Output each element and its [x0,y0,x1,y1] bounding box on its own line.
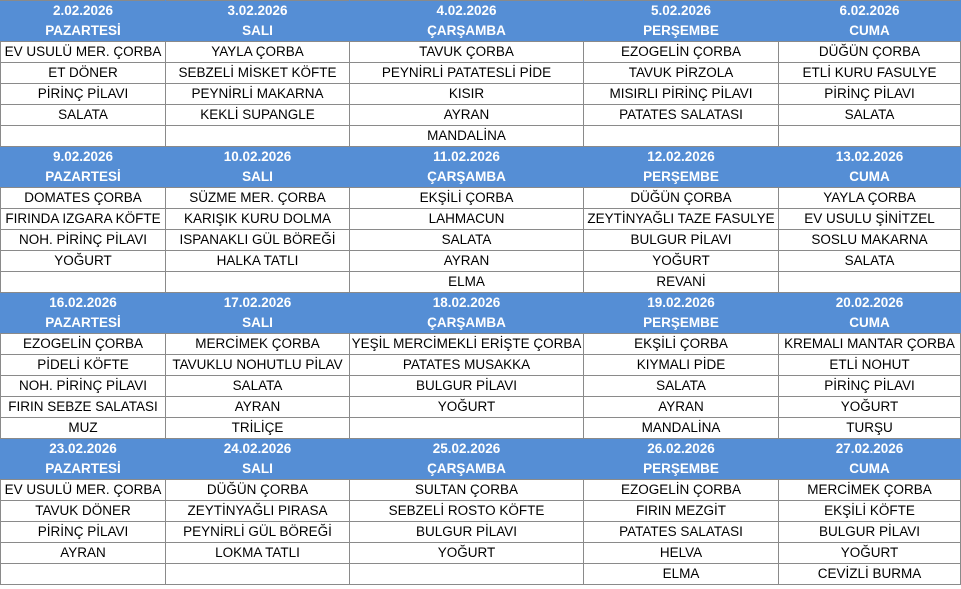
menu-item-cell: DÜĞÜN ÇORBA [584,188,779,209]
menu-item-cell: EZOGELİN ÇORBA [1,334,166,355]
menu-item-cell: YOĞURT [779,397,961,418]
menu-item-row [1,376,961,397]
date-cell: 16.02.2026 [1,293,166,314]
menu-item-cell: SALATA [779,105,961,126]
menu-item-cell: SALATA [779,251,961,272]
menu-item-cell: PİRİNÇ PİLAVI [779,376,961,397]
menu-item-cell: MISIRLI PİRİNÇ PİLAVI [584,84,779,105]
weekday-cell: CUMA [779,459,961,480]
menu-item-cell: LAHMACUN [350,209,584,230]
menu-item-cell: DÜĞÜN ÇORBA [166,480,350,501]
menu-item-cell: MERCİMEK ÇORBA [166,334,350,355]
menu-item-cell: YOĞURT [350,397,584,418]
menu-item-cell: FIRIN SEBZE SALATASI [1,397,166,418]
menu-item-cell: EKŞİLİ KÖFTE [779,501,961,522]
menu-item-cell: BULGUR PİLAVI [350,522,584,543]
menu-item-cell: YOĞURT [350,543,584,564]
menu-item-row [1,126,961,147]
menu-item-row [1,84,961,105]
menu-item-cell: PİDELİ KÖFTE [1,355,166,376]
menu-item-row [1,564,961,585]
menu-item-row [1,209,961,230]
menu-item-cell: ET DÖNER [1,63,166,84]
weekday-cell: SALI [166,167,350,188]
week-date-row [1,147,961,168]
date-cell: 17.02.2026 [166,293,350,314]
menu-item-cell [1,126,166,147]
menu-item-cell: ZEYTİNYAĞLI TAZE FASULYE [584,209,779,230]
menu-item-cell: SALATA [166,376,350,397]
menu-item-cell: EZOGELİN ÇORBA [584,480,779,501]
menu-item-row [1,543,961,564]
weekday-cell: ÇARŞAMBA [350,459,584,480]
week-day-row [1,21,961,42]
menu-item-cell: DOMATES ÇORBA [1,188,166,209]
menu-item-cell: HALKA TATLI [166,251,350,272]
weekday-cell: ÇARŞAMBA [350,21,584,42]
menu-item-cell: MERCİMEK ÇORBA [779,480,961,501]
menu-item-cell: PATATES MUSAKKA [350,355,584,376]
menu-item-row [1,251,961,272]
menu-item-row [1,272,961,293]
menu-item-cell: ISPANAKLI GÜL BÖREĞİ [166,230,350,251]
menu-item-row [1,188,961,209]
menu-item-cell [779,272,961,293]
menu-item-cell: ZEYTİNYAĞLI PIRASA [166,501,350,522]
menu-item-cell: SEBZELİ MİSKET KÖFTE [166,63,350,84]
menu-item-row [1,522,961,543]
menu-item-cell: PİRİNÇ PİLAVI [1,84,166,105]
date-cell: 5.02.2026 [584,1,779,22]
date-cell: 12.02.2026 [584,147,779,168]
date-cell: 3.02.2026 [166,1,350,22]
menu-item-cell: TAVUKLU NOHUTLU PİLAV [166,355,350,376]
weekday-cell: ÇARŞAMBA [350,167,584,188]
menu-item-cell: PİRİNÇ PİLAVI [1,522,166,543]
date-cell: 26.02.2026 [584,439,779,460]
menu-item-cell: TAVUK PİRZOLA [584,63,779,84]
menu-item-cell: FIRIN MEZGİT [584,501,779,522]
menu-item-cell: AYRAN [166,397,350,418]
date-cell: 23.02.2026 [1,439,166,460]
date-cell: 19.02.2026 [584,293,779,314]
menu-item-cell: SÜZME MER. ÇORBA [166,188,350,209]
menu-item-row [1,63,961,84]
menu-item-cell: HELVA [584,543,779,564]
menu-item-cell: AYRAN [1,543,166,564]
menu-item-cell [166,272,350,293]
menu-item-row [1,501,961,522]
menu-item-cell: PEYNİRLİ GÜL BÖREĞİ [166,522,350,543]
menu-item-cell: REVANİ [584,272,779,293]
weekday-cell: PERŞEMBE [584,313,779,334]
weekday-cell: PAZARTESİ [1,313,166,334]
week-day-row [1,167,961,188]
menu-item-cell: ELMA [350,272,584,293]
week-date-row [1,1,961,22]
menu-item-cell: EV USULÜ MER. ÇORBA [1,42,166,63]
menu-item-cell: PATATES SALATASI [584,522,779,543]
menu-item-cell [166,126,350,147]
menu-item-cell [779,126,961,147]
weekday-cell: PERŞEMBE [584,459,779,480]
menu-item-row [1,230,961,251]
menu-item-cell: EZOGELİN ÇORBA [584,42,779,63]
menu-item-cell: TRİLİÇE [166,418,350,439]
weekday-cell: PAZARTESİ [1,21,166,42]
weekday-cell: CUMA [779,313,961,334]
menu-item-cell: YAYLA ÇORBA [779,188,961,209]
weekday-cell: ÇARŞAMBA [350,313,584,334]
weekday-cell: SALI [166,459,350,480]
date-cell: 20.02.2026 [779,293,961,314]
menu-item-cell [350,564,584,585]
date-cell: 27.02.2026 [779,439,961,460]
weekday-cell: SALI [166,21,350,42]
menu-item-cell: MANDALİNA [584,418,779,439]
menu-item-cell: YAYLA ÇORBA [166,42,350,63]
menu-item-cell: KARIŞIK KURU DOLMA [166,209,350,230]
menu-item-cell: BULGUR PİLAVI [350,376,584,397]
date-cell: 10.02.2026 [166,147,350,168]
menu-item-cell: YEŞİL MERCİMEKLİ ERİŞTE ÇORBA [350,334,584,355]
menu-item-cell: TAVUK ÇORBA [350,42,584,63]
weekday-cell: CUMA [779,21,961,42]
menu-item-cell: PİRİNÇ PİLAVI [779,84,961,105]
menu-item-cell: LOKMA TATLI [166,543,350,564]
weekday-cell: PAZARTESİ [1,167,166,188]
menu-item-cell [166,564,350,585]
menu-item-cell: MANDALİNA [350,126,584,147]
date-cell: 18.02.2026 [350,293,584,314]
menu-item-cell: EKŞİLİ ÇORBA [350,188,584,209]
menu-item-cell: YOĞURT [1,251,166,272]
menu-item-cell: NOH. PİRİNÇ PİLAVI [1,376,166,397]
weekday-cell: SALI [166,313,350,334]
menu-item-cell: SEBZELİ ROSTO KÖFTE [350,501,584,522]
menu-item-cell: KIYMALI PİDE [584,355,779,376]
date-cell: 24.02.2026 [166,439,350,460]
menu-item-cell: EKŞİLİ ÇORBA [584,334,779,355]
menu-item-cell: TURŞU [779,418,961,439]
menu-item-cell: SALATA [1,105,166,126]
menu-item-row [1,418,961,439]
weekday-cell: CUMA [779,167,961,188]
menu-item-cell: EV USULU ŞİNİTZEL [779,209,961,230]
menu-item-cell: KREMALI MANTAR ÇORBA [779,334,961,355]
menu-item-cell: PATATES SALATASI [584,105,779,126]
weekday-cell: PERŞEMBE [584,167,779,188]
menu-item-cell: TAVUK DÖNER [1,501,166,522]
week-day-row [1,459,961,480]
menu-item-cell: SALATA [350,230,584,251]
menu-item-cell: AYRAN [350,105,584,126]
menu-item-row [1,105,961,126]
week-date-row [1,293,961,314]
menu-item-cell [584,126,779,147]
menu-item-cell: PEYNİRLİ MAKARNA [166,84,350,105]
menu-item-cell: SALATA [584,376,779,397]
menu-item-cell: BULGUR PİLAVI [779,522,961,543]
date-cell: 11.02.2026 [350,147,584,168]
date-cell: 25.02.2026 [350,439,584,460]
menu-item-cell: NOH. PİRİNÇ PİLAVI [1,230,166,251]
menu-item-cell: SOSLU MAKARNA [779,230,961,251]
menu-item-cell: YOĞURT [584,251,779,272]
date-cell: 2.02.2026 [1,1,166,22]
menu-item-cell: KISIR [350,84,584,105]
menu-item-cell: CEVİZLİ BURMA [779,564,961,585]
weekday-cell: PAZARTESİ [1,459,166,480]
menu-item-cell: ELMA [584,564,779,585]
menu-item-row [1,480,961,501]
date-cell: 4.02.2026 [350,1,584,22]
menu-item-row [1,397,961,418]
menu-item-cell: PEYNİRLİ PATATESLİ PİDE [350,63,584,84]
date-cell: 6.02.2026 [779,1,961,22]
menu-item-cell [1,564,166,585]
menu-item-cell: SULTAN ÇORBA [350,480,584,501]
menu-body [1,1,961,585]
menu-item-row [1,355,961,376]
menu-item-cell: EV USULÜ MER. ÇORBA [1,480,166,501]
menu-item-cell: AYRAN [584,397,779,418]
menu-item-cell: ETLİ KURU FASULYE [779,63,961,84]
menu-item-cell: DÜĞÜN ÇORBA [779,42,961,63]
menu-item-cell: MUZ [1,418,166,439]
week-date-row [1,439,961,460]
menu-item-cell: KEKLİ SUPANGLE [166,105,350,126]
date-cell: 9.02.2026 [1,147,166,168]
menu-item-cell: BULGUR PİLAVI [584,230,779,251]
menu-item-cell: FIRINDA IZGARA KÖFTE [1,209,166,230]
menu-item-cell [350,418,584,439]
menu-item-cell [1,272,166,293]
weekday-cell: PERŞEMBE [584,21,779,42]
menu-item-row [1,42,961,63]
menu-item-cell: AYRAN [350,251,584,272]
week-day-row [1,313,961,334]
menu-item-cell: ETLİ NOHUT [779,355,961,376]
menu-item-row [1,334,961,355]
date-cell: 13.02.2026 [779,147,961,168]
menu-item-cell: YOĞURT [779,543,961,564]
